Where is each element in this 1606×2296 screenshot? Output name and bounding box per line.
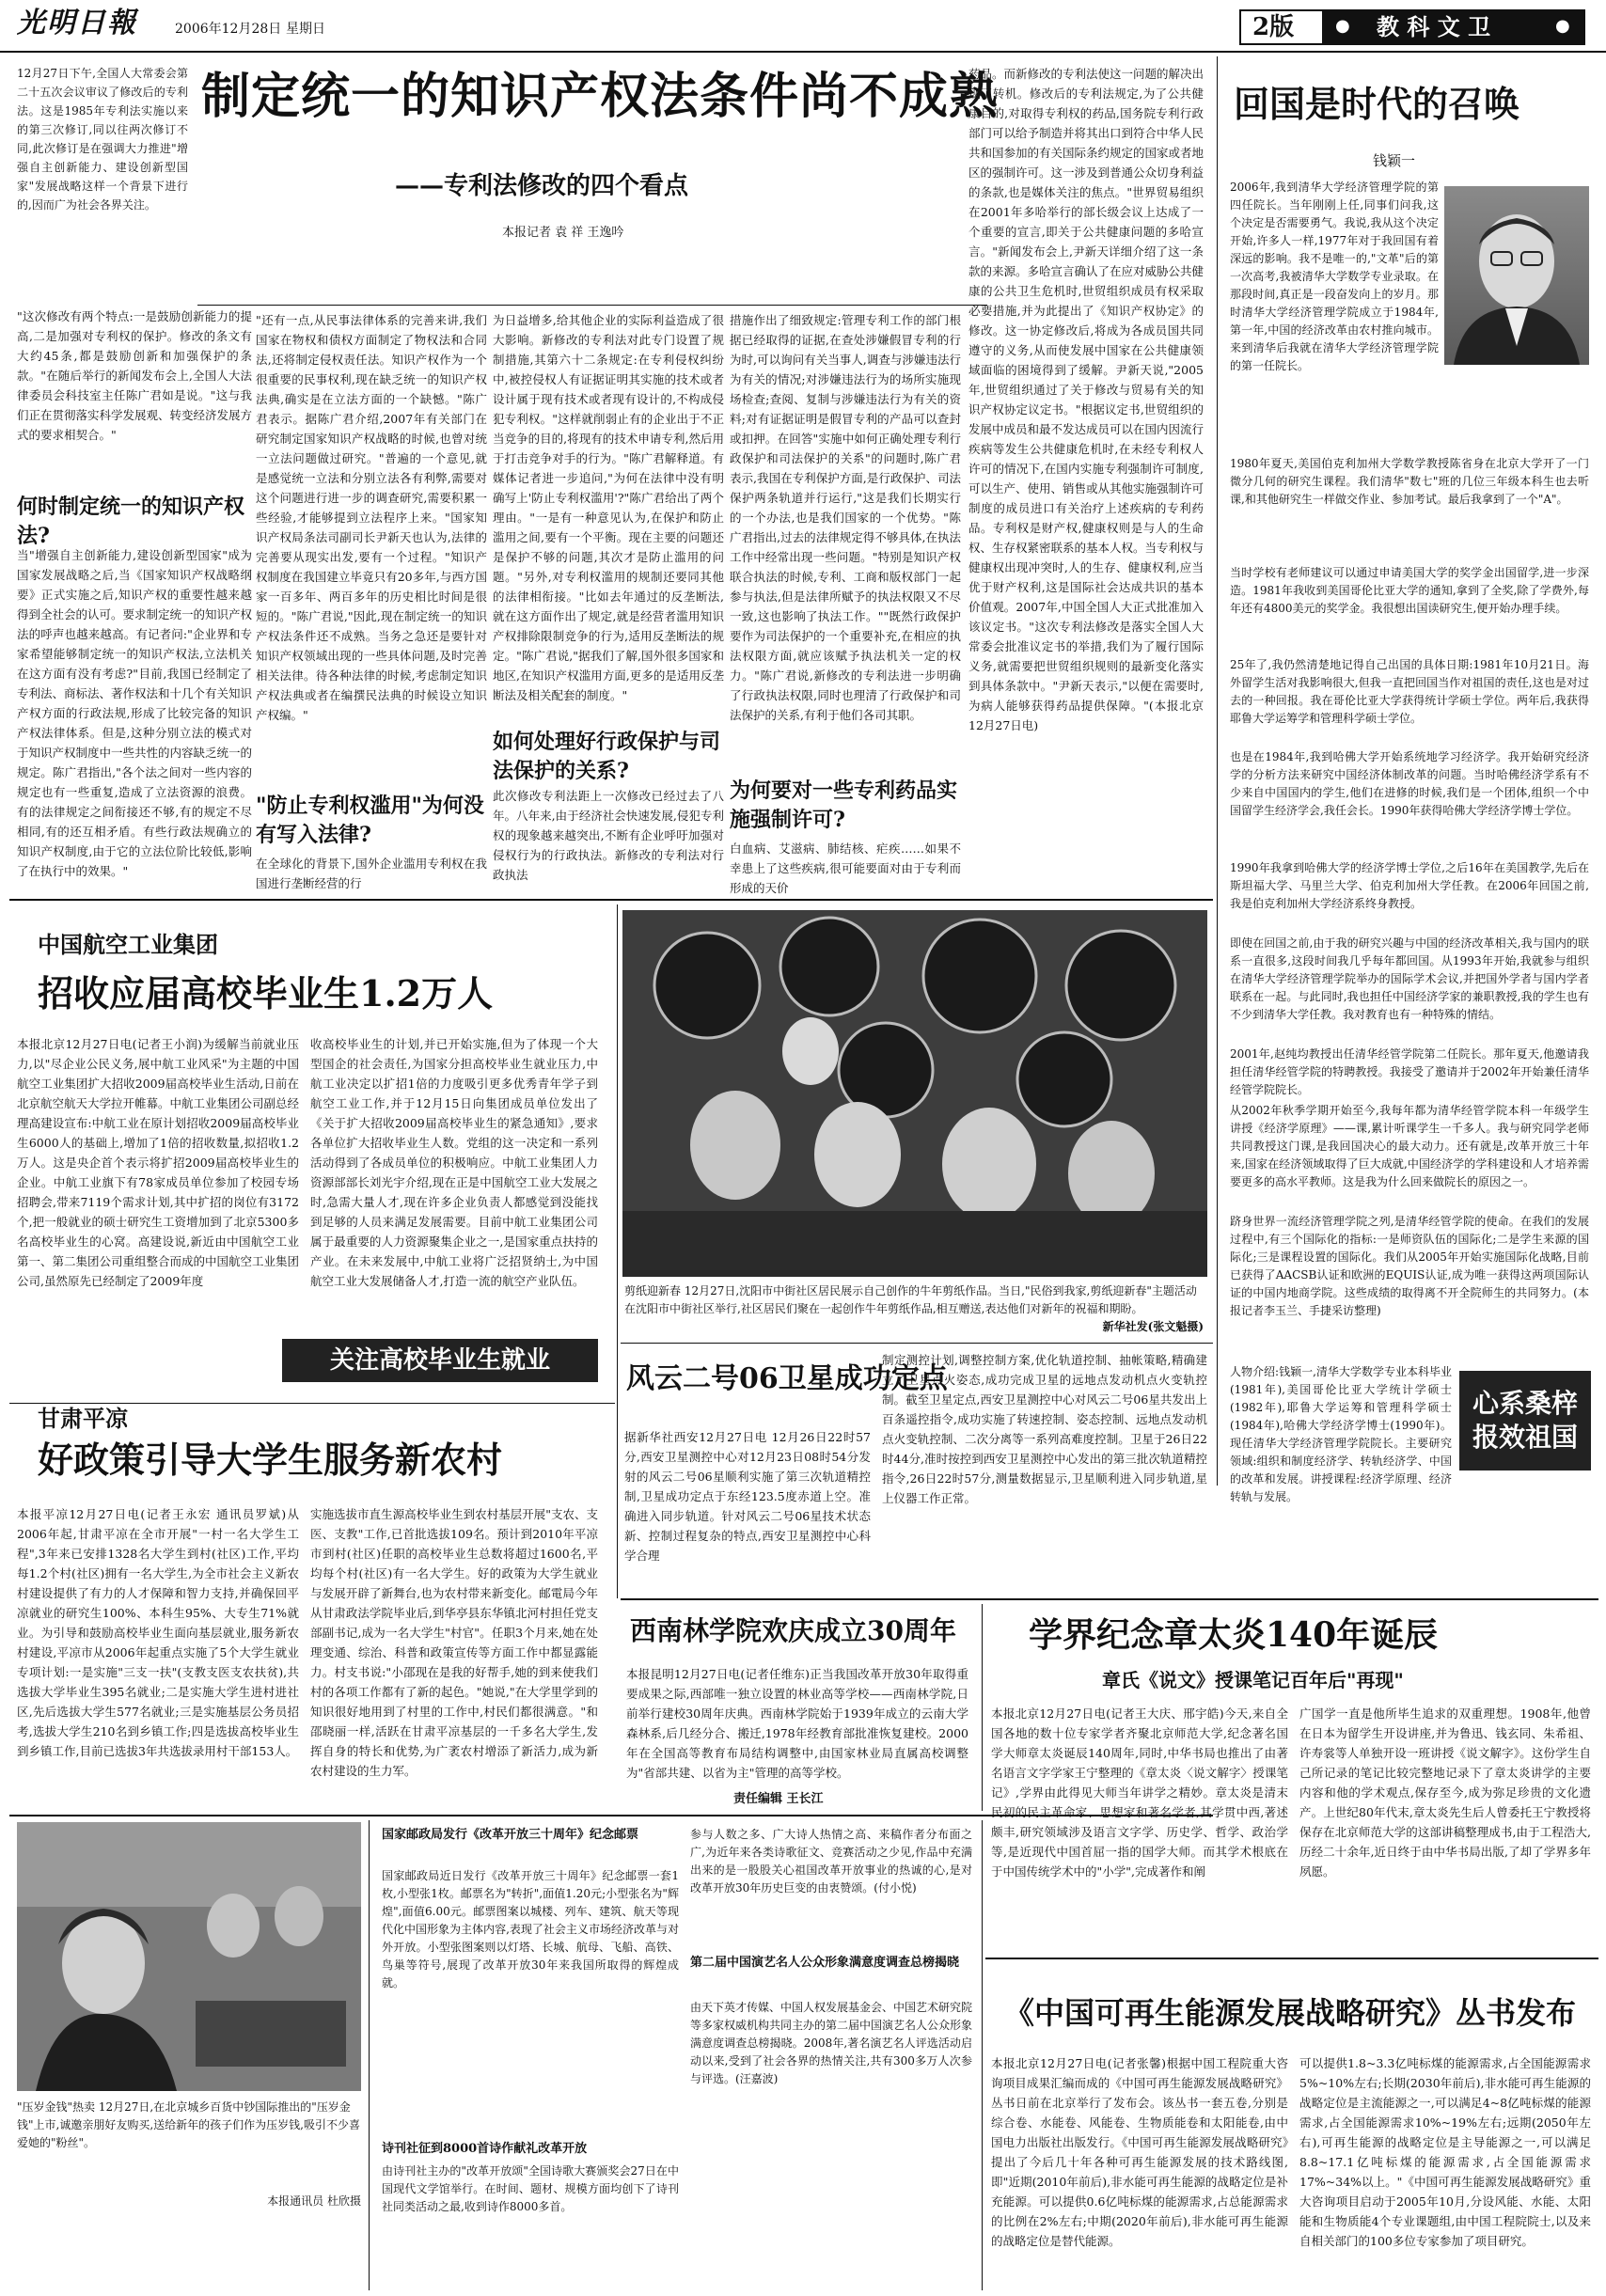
lead-title: 制定统一的知识产权法条件尚不成熟 (201, 68, 1000, 125)
papercut-credit: 新华社发(张文魁摄) (1102, 1320, 1204, 1333)
page-number: 2版 (1252, 13, 1295, 41)
papercut-photo (622, 910, 1207, 1277)
lead-bottom-rule (9, 899, 1213, 901)
essay-author: 钱颖一 (1373, 152, 1416, 169)
lead-title-underline (197, 305, 987, 306)
satellite-left-rule (617, 904, 618, 1598)
lead-col4b: 白血病、艾滋病、肺结核、疟疾……如果不幸患上了这些疾病,很可能要面对由于专利而形成的天价 (730, 841, 961, 895)
forestry-article (621, 1604, 974, 1813)
portrait-photo (1444, 186, 1589, 365)
forestry-body: 本报昆明12月27日电(记者任维东)正当我国改革开放30年取得重要成果之际,西部唯一独立设置的林业高等学校——西南林学院,日前举行建校30周年庆典。西南林学院始于1939年成立的云南大学森林系,后几经分合、搬迁,1978年经教育部批准恢复建校。2000年在全国高等教育布局结构调整中,由国家林业局直属高校调整为"省部共建、以省为主"管理的高等学校。 (626, 1667, 968, 1780)
aviation-col2: 收高校毕业生的计划,并已开始实施,但为了体现一个大型国企的社会责任,为国家分担高校毕业生就业压力,中航工业决定以扩招1倍的力度吸引更多优秀青年学子到航空工业工作,并于12月15日向集团成员单位发出了《关于扩大招收2009届高校毕业生的紧急通知》,要求各单位扩大招收毕业生人数。党组的这一决定和一系列活动得到了各成员单位的积极响应。中航工业集团人力资源部部长刘光宇介绍,现在正是中国航空工业大发展之时,急需大量人才,现在许多企业负责人都感觉到没能找到足够的人员来满足发展需要。目前中航工业集团公司属于最重要的人力资源聚集企业之一,是国家重点扶持的产业。在未来发展中,中航工业将广泛招贤纳士,为中国航空工业大发展储备人才,打造一流的航空产业队伍。 (310, 1037, 598, 1288)
essay-para3: 当时学校有老师建议可以通过申请美国大学的奖学金出国留学,进一步深造。1981年我收到美国哥伦比亚大学的通知,拿到了全奖,除了学费外,每年还有4800美元的奖学金。我很想出国读研究生,便开始办理手续。 (1230, 566, 1589, 615)
papercut-caption: 剪纸迎新春 12月27日,沈阳市中街社区居民展示自己创作的牛年剪纸作品。当日,"民俗到我家,剪纸迎新春"主题活动在沈阳市中街社区举行,社区居民们聚在一起创作牛年剪纸作品,相互赠送,表达他们对新年的祝福和期盼。 (624, 1284, 1197, 1315)
lead-col4: 措施作出了细致规定:管理专利工作的部门根据已经取得的证据,在查处涉嫌假冒专利的行为时,可以询问有关当事人,调查与涉嫌违法行为有关的情况;对涉嫌违法行为的场所实施现场检查;查阅、复制与涉嫌违法行为有关的资料;对有证据证明是假冒专利的产品可以查封或扣押。在回答"实施中如何正确处理专利行政保护和司法保护的关系"的问题时,陈广君表示,我国在专利保护方面,是行政保护、司法保护两条轨道并行运行,"这是我们长期实行的一个办法,也是我们国家的一个优势。"陈广君指出,过去的法律规定得不够具体,在执法工作中经常出现一些问题。"特别是知识产权联合执法的时候,专利、工商和版权部门一起参与执法,但是法律所赋予的执法权限又不尽一致,这也影响了执法工作。""既然行政保护要作为司法保护的一个重要补充,在相应的执法权限方面,就应该赋予执法机关一定的权力。"陈广君说,新修改的专利法进一步明确了行政执法权限,同时也理清了行政保护和司法保护的关系,有利于他们各司其职。 (730, 313, 961, 722)
essay-para10: 跻身世界一流经济管理学院之列,是清华经管学院的使命。在我们的发展过程中,有三个国际化的指标:一是师资队伍的国际化;二是学生来源的国际化;三是课程设置的国际化。我们从2005年开始实施国际化战略,目前已获得了AACSB认证和欧洲的EQUIS认证,成为唯一获得这两项国际认证的中国内地商学院。这些成绩的取得离不开全院师生的共同努力。(本报记者李玉兰、手捷采访整理) (1230, 1215, 1589, 1317)
zhangtaiyan-col1: 本报北京12月27日电(记者王大庆、邢宇皓)今天,来自全国各地的数十位专家学者齐聚北京师范大学,纪念著名国学大师章太炎诞辰140周年,同时,中华书局也推出了由著名语言文字学家王宁整理的《章太炎〈说文解字〉授课笔记》,学界由此得见大师当年讲学之精妙。章太炎是清末民初的民主革命家、思想家和著名学者,其学贯中西,著述颇丰,研究领域涉及语言文字学、历史学、哲学、政治学等,是近现代中国首屈一指的国学大师。而其学术根底在于中国传统学术中的"小学",完成著作和阐 (991, 1706, 1288, 1879)
section-name: 教 科 文 卫 (1377, 13, 1491, 40)
lead-col1: "这次修改有两个特点:一是鼓励创新能力的提高,二是加强对专利权的保护。修改的条文有大约45条,都是鼓励创新和加强保护的条款。"在随后举行的新闻发布会上,全国人大法律委员会科技室主任陈广君如是说。"这与我们正在贯彻落实科学发展观、转变经济发展方式的要求相契合。" (17, 309, 253, 442)
essay-badge-text: 心系桑梓 报效祖国 (1472, 1387, 1578, 1453)
energy-col2: 可以提供1.8~3.3亿吨标煤的能源需求,占全国能源需求5%~10%左右;长期(2030年前后),非水能可再生能源的战略定位是主流能源之一,可以满足4~8亿吨标煤的能源需求,占全国能源需求10%~19%左右;远期(2050年左右),可再生能源的战略定位是主导能源之一,可以满足8.8~17.1亿吨标煤的能源需求,占全国能源需求17%~34%以上。"《中国可再生能源发展战略研究》重大咨询项目启动于2005年10月,分设风能、水能、太阳能和生物质能4个专业课题组,由中国工程院院士,以及来自相关部门的100多位专家参加了项目研究。 (1299, 2056, 1591, 2248)
energy-article (985, 1963, 1598, 2292)
stamps-headline: 国家邮政局发行《改革开放三十周年》纪念邮票 (382, 1828, 639, 1842)
poetry-para-cont: 参与人数之多、广大诗人热情之高、来稿作者分布面之广,为近年来各类诗歌征文、竞赛活动之少见,作品中充满出来的是一股股关心祖国改革开放事业的热诚的心,是对改革开放30年历史巨变的由衷赞颂。(付小悦) (690, 1828, 972, 1895)
section-bullet-left-icon: ● (1335, 16, 1350, 36)
gansu-col1: 本报平凉12月27日电(记者王永宏 通讯员罗斌)从2006年起,甘肃平凉在全市开展"一村一名大学生工程",3年来已安排1328名大学生到村(社区)工作,平均每1.2个村(社区)拥有一名大学生,为全市社会主义新农村建设提供了有力的人才保障和智力支持,并确保回平凉就业的研究生100%、本科生95%、大专生71%就业。为引导和鼓励高校毕业生面向基层就业,服务新农村建设,平凉市从2006年起重点实施了5个大学生就业专项计划:一是实施"三支一扶"(支教支医支农扶贫),共选拔大学毕业生395名就业;二是实施大学生进村进社区,先后选拔大学生577名就业;三是实施基层公务员招考,选拔大学生210名到乡镇工作;四是选拔高校毕业生到乡镇工作,目前已选拔3年共选拔录用村干部153人。 (17, 1507, 299, 1758)
lead-sub1: 何时制定统一的知识产权法? (17, 495, 245, 548)
portrait-illustration (1444, 186, 1589, 365)
section-label-box (1322, 11, 1583, 43)
essay-para5: 也是在1984年,我到哈佛大学开始系统地学习经济学。我开始研究经济学的分析方法来研究中国经济体制改革的问题。当时哈佛经济学系有不少来自中国国内的学生,他们在进修的时候,我们是一个团体,组织一个中国留学生经济学会,我任会长。1990年获得哈佛大学经济学博士学位。 (1230, 750, 1589, 817)
essay-para9: 从2002年秋季学期开始至今,我每年都为清华经管学院本科一年级学生讲授《经济学原理》——课,累计听课学生一千多人。我与研究同学老师共同教授这门课,是我回国决心的最大动力。还有就是,改革开放三十年来,国家在经济领域取得了巨大成就,中国经济学的学科建设和人才培养需要更多的高水平教师。这是我为什么回来做院长的原因之一。 (1230, 1104, 1589, 1188)
golden-money-photo (17, 1822, 361, 2091)
paper-name: 光明日報 (17, 7, 137, 39)
poetry-para: 由诗刊社主办的"改革开放颂"全国诗歌大赛颁奖会27日在中国现代文学馆举行。在时间、题材、规模方面均创下了诗刊社同类活动之最,收到诗作8000多首。 (382, 2164, 679, 2213)
zhangtaiyan-article (985, 1604, 1598, 1956)
papercut-photo-illustration (622, 910, 1207, 1277)
lead-sub3: 如何处理好行政保护与司法保护的关系? (493, 730, 721, 783)
forestry-editor: 责任编辑 王长江 (733, 1792, 824, 1806)
satellite-col2: 制定测控计划,调整控制方案,优化轨道控制、抽帐策略,精确建立了卫星点火姿态,成功完成卫星的远地点发动机点火变轨控制。截至卫星定点,西安卫星测控中心对风云二号06星共发出上百条遥控指令,成功实施了转速控制、姿态控制、远地点发动机点火变轨控制、二次分离等一系列高难度控制。卫星于26日22时44分,准时按控到西安卫星测控中心发出的第三批次轨道精控指令,26日22时57分,测量数据显示,卫星顺利进入同步轨道,星上仪器工作正常。 (882, 1353, 1207, 1505)
aviation-article (0, 904, 611, 1401)
zhangtaiyan-title: 学界纪念章太炎140年诞辰 (1029, 1615, 1439, 1655)
lead-col2b: 在全球化的背景下,国外企业滥用专利权在我国进行垄断经营的行 (256, 857, 487, 890)
aviation-title: 招收应届高校毕业生1.2万人 (38, 972, 494, 1014)
lead-col1b: 当"增强自主创新能力,建设创新型国家"成为国家发展战略之后,当《国家知识产权战略纲要》正式实施之后,知识产权的重要性越来越得到全社会的认可。要求制定统一的知识产权法的呼声也越来越高。有记者问:"企业界和专家希望能够制定统一的知识产权法,立法机关在这方面有没有考虑?"目前,我国已经制定了专利法、商标法、著作权法和十几个有关知识产权方面的行政法规,形成了比较完备的知识产权法律体系。但是,这种分别立法的模式对于知识产权制度中一些共性的内容缺乏统一的规定。陈广君指出,"各个法之间对一些内容的规定也有一些重复,造成了立法资源的浪费。有的法律规定之间衔接还不够,有的规定不尽相同,有的还互相矛盾。有些行政法规确立的知识产权制度,由于它的立法位阶比较低,影响了在执行中的效果。" (17, 548, 253, 878)
essay-para7: 即使在回国之前,由于我的研究兴趣与中国的经济改革相关,我与国内的联系一直很多,这段时间我几乎每年都回国。从1993年开始,我就参与组织在清华大学经济管理学院举办的国际学术会议,并把国外学者与国内学者联系在一起。与此同时,我也担任中国经济学家的兼职教授,我的学生也有不少到清华大学任教。我对教育也有一种特殊的情结。 (1230, 936, 1589, 1021)
aviation-kicker: 中国航空工业集团 (38, 931, 218, 958)
essay-para1: 2006年,我到清华大学经济管理学院的第四任院长。当年刚刚上任,同事们问我,这个决定是否需要勇气。我说,我从这个决定开始,许多人一样,1977年对于我回国有着深远的影响。我不是唯一的,"文革"后的第一次高考,我被清华大学数学专业录取。在那段时间,真正是一段奋发向上的岁月。那时清华大学经济管理学院成立于1984年,第一年,中国的经济改革由农村推向城市。来到清华后我就在清华大学经济管理学院的第一任院长。 (1230, 181, 1439, 372)
lead-right-rule (1217, 56, 1218, 1486)
satellite-title: 风云二号06卫星成功定点 (626, 1362, 948, 1395)
golden-money-photo-illustration (17, 1822, 361, 2091)
lead-sub4: 为何要对一些专利药品实施强制许可? (730, 778, 958, 832)
forestry-title: 西南林学院欢庆成立30周年 (630, 1615, 956, 1646)
essay-badge (1459, 1371, 1591, 1470)
essay-para4: 25年了,我仍然清楚地记得自己出国的具体日期:1981年10月21日。海外留学生活对我影响很大,但我一直把回国当作对祖国的责任,这也是对过去的一种回报。我在哥伦比亚大学获得统计学硕士学位。两年后,我获得耶鲁大学运筹学和管理科学硕士学位。 (1230, 658, 1589, 725)
satellite-col1: 据新华社西安12月27日电 12月26日22时57分,西安卫星测控中心对12月23日08时54分发射的风云二号06星顺利实施了第三次轨道精控制,卫星成功定点于东经123.5度赤道上空。准确进入同步轨道。针对风云二号06星技术状态新、控制过程复杂的特点,西安卫星测控中心科学合理 (624, 1430, 871, 1563)
zhangtaiyan-col2: 广国学一直是他所毕生追求的双重理想。1908年,他曾在日本为留学生开设讲座,并为鲁迅、钱玄同、朱希祖、许寿裳等人单独开设一班讲授《说文解字》。这份学生自己所记录的笔记比较完整地记录下了章太炎讲学的主要内容和他的学术观点,保存至今,成为弥足珍贵的文化遗产。上世纪80年代末,章太炎先生后人曾委托王宁教授将保存在北京师范大学的这部讲稿整理成书,由于工程浩大,历经二十余年,近日终于由中华书局出版,了却了学界多年夙愿。 (1299, 1706, 1591, 1879)
aviation-col1: 本报北京12月27日电(记者王小润)为缓解当前就业压力,以"尽企业公民义务,展中航工业风采"为主题的中国航空工业集团扩大招收2009届高校毕业生活动,日前在北京航空航天大学拉开帷幕。中航工业集团公司副总经理高建设宣布:中航工业在原计划招收2009届高校毕业生6000人的基础上,增加了1倍的招收数量,拟招收1.2万人。这是央企首个表示将扩招2009届高校毕业生的企业。中航工业旗下有78家成员单位参加了校园专场招聘会,带来7119个需求计划,其中扩招的岗位有3172个,把一般就业的硕士研究生工资增加到了北京5300多名高校毕业生的心窝。高建设说,新近由中国航空工业第一、第二集团公司重组整合而成的中国航空工业集团公司,虽然原先已经制定了2009年度 (17, 1037, 300, 1288)
briefs-right-rule (982, 1820, 983, 2290)
gansu-kicker: 甘肃平凉 (38, 1405, 128, 1432)
essay-bio: 人物介绍:钱颖一,清华大学数学专业本科毕业(1981年),美国哥伦比亚大学统计学硕士(1982年),耶鲁大学运筹和管理科学硕士(1984年),哈佛大学经济学博士(1990年)。现任清华大学经济管理学院院长。主要研究领域:组织和制度经济学、转轨经济学、中国的改革和发展。讲授课程:经济学原理、经济转轨与发展。 (1230, 1365, 1452, 1503)
photo1-bottom-rule (621, 1343, 1213, 1344)
gansu-col2: 实施选拔市直生源高校毕业生到农村基层开展"支农、支医、支教"工作,已首批选拔109名。预计到2010年平凉市到村(社区)任职的高校毕业生总数将超过1600名,平均每个村(社区)有一名大学生。好的政策为大学生就业与发展开辟了新舞台,也为农村带来新变化。邮電局今年从甘肃政法学院毕业后,到华亭县东华镇北河村担任党支部副书记,成为一名大学生"村官"。任职3个月来,她在处理变通、综治、科普和政策宣传等方面工作中都显露能力。村支书说:"小邵现在是我的好帮手,她的到来使我们村的各项工作都有了新的起色。"她说,"在大学里学到的知识很好地用到了村里的工作中,村民们都很满意。"和邵晓丽一样,活跃在甘肃平凉基层的一千多名大学生,发挥自身的特长和优势,为广袤农村增添了新活力,成为新农村建设的生力军。 (310, 1507, 598, 1778)
section-divider-rule (621, 1598, 1598, 1600)
issue-date: 2006年12月28日 (175, 22, 282, 37)
aviation-bottom-rule (9, 1403, 615, 1404)
poetry-headline: 诗刊社征到8000首诗作献礼改革开放 (382, 2142, 588, 2156)
lead-col3b: 此次修改专利法距上一次修改已经过去了八年。八年来,由于经济社会快速发展,侵犯专利权的现象越来越突出,不断有企业呼吁加强对侵权行为的行政执法。新修改的专利法对行政执法 (493, 789, 724, 882)
zhangtaiyan-bottom-rule (985, 1958, 1598, 1959)
stamps-para1: 国家邮政局近日发行《改革开放三十周年》纪念邮票一套1枚,小型张1枚。邮票名为"转折",面值1.20元;小型张名为"辉煌",面值6.00元。邮票图案以城楼、列车、建筑、航天等现代化中国形象为主体内容,表现了社会主义市场经济改革与对外开放。小型张图案则以灯塔、长城、航母、飞船、高铁、鸟巢等符号,展现了改革开放30年来我国所取得的辉煌成就。 (382, 1869, 679, 1989)
lead-sub2: "防止专利权滥用"为何没有写入法律? (256, 794, 484, 847)
essay-para2: 1980年夏天,美国伯克利加州大学数学教授陈省身在北京大学开了一门微分几何的研究生课程。我们清华"数七"班的几位三年级本科生也去听课,和其他研究生一样做交作业、参加考试。最后我拿到了一个"A"。 (1230, 457, 1589, 506)
celebrity-para: 由天下英才传媒、中国人权发展基金会、中国艺术研究院等多家权威机构共同主办的第二届中国演艺名人公众形象满意度调查总榜揭晓。2008年,著名演艺名人评选活动启动以来,受到了社会各界的热情关注,共有300多万人次参与评选。(汪嘉波) (690, 2001, 973, 2085)
forestry-right-rule (982, 1604, 983, 1811)
issue-weekday: 星期日 (286, 22, 325, 37)
celebrity-headline: 第二届中国演艺名人公众形象满意度调查总榜揭晓 (690, 1956, 960, 1970)
essay-para8: 2001年,赵纯均教授出任清华经管学院第二任院长。那年夏天,他邀请我担任清华经管学院的特聘教授。我接受了邀请并于2002年开始兼任清华经管学院院长。 (1230, 1047, 1589, 1096)
gansu-article (0, 1407, 611, 1813)
essay-title: 回国是时代的召唤 (1234, 83, 1520, 125)
lead-byline: 本报记者 袁 祥 王逸吟 (502, 226, 624, 240)
golden-money-caption: "压岁金钱"热卖 12月27日,在北京城乡百货中钞国际推出的"压岁金钱"上市,诚邀亲朋好友购买,送给新年的孩子们作为压岁钱,吸引不少喜爱她的"粉丝"。 (17, 2100, 360, 2149)
satellite-article (621, 1345, 1213, 1589)
lead-article (0, 56, 1213, 903)
masthead-rule (0, 51, 1606, 53)
photo2-right-rule (369, 1820, 370, 2290)
lead-subtitle: ——专利法修改的四个看点 (395, 172, 689, 200)
energy-title: 《中国可再生能源发展战略研究》丛书发布 (1004, 1995, 1577, 2031)
lead-intro: 12月27日下午,全国人大常委会第二十五次会议审议了修改后的专利法。这是1985年专利法实施以来的第三次修订,同以往两次修订不同,此次修订是在强调大力推进"增强自主创新能力、建设创新型国家"发展战略这样一个背景下进行的,因而广为社会各界关注。 (17, 67, 188, 212)
aviation-banner (282, 1339, 598, 1382)
lead-col5: 药品。而新修改的专利法使这一问题的解决出现了转机。修改后的专利法规定,为了公共健康目的,对取得专利权的药品,国务院专利行政部门可以给予制造并将其出口到符合中华人民共和国参加的有关国际条约规定的国家或者地区的强制许可。这一涉及到普通公众切身利益的条款,也是媒体关注的焦点。"世界贸易组织在2001年多哈举行的部长级会议上达成了一个重要的宣言,即关于公共健康问题的多哈宣言。"新闻发布会上,尹新天详细介绍了这一条款的来源。多哈宣言确认了在应对威胁公共健康的公共卫生危机时,世贸组织成员有权采取必要措施,并为此提出了《知识产权协定》的修改。这一协定修改后,将成为各成员国共同遵守的义务,从而使发展中国家在公共健康领域面临的困境得到了缓解。尹新天说,"2005年,世贸组织通过了关于修改与贸易有关的知识产权协定议定书。"根据议定书,世贸组织的发展中成员和最不发达成员可以在国内因流行疾病等发生公共健康危机时,在未经专利权人许可的情况下,在国内实施专利强制许可制度,可以生产、使用、销售或从其他实施强制许可制度的成员进口有关治疗上述疾病的专利药品。专利权是财产权,健康权则是与人的生命权、生存权紧密联系的基本人权。当专利权与健康权出现冲突时,人的生存、健康权利,应当优于财产权利,这是国际社会达成共识的基本价值观。2007年,中国全国人大正式批准加入该议定书。"这次专利法修改是落实全国人大常委会批准议定书的举措,我们为了履行国际义务,就需要把世贸组织规则的最新变化落实到具体条款中。"尹新天表示,"以便在需要时,为病人能够获得药品提供保障。"(本报北京12月27日电) (968, 67, 1204, 732)
lead-col3: 为日益增多,给其他企业的实际利益造成了很大影响。新修改的专利法对此专门设置了规制措施,其第六十二条规定:在专利侵权纠纷中,被控侵权人有证据证明其实施的技术或者设计属于现有技术或者现有设计的,不构成侵犯专利权。"这样就削弱止有的企业出于不正当竞争的目的,将现有的技术申请专利,然后用于打击竞争对手的行为。"陈广君解释道。有媒体记者进一步追问,"为何在法律中没有明确写上'防止专利权滥用'?"陈广君给出了两个理由。"一是有一种意见认为,在保护和防止滥用之间,要有一个平衡。现在主要的问题还是保护不够的问题,其次才是防止滥用的问题。"另外,对专利权滥用的规制还要同其他的法律相衔接。"比如去年通过的反垄断法,就在这方面作出了规定,就是经营者滥用知识产权排除限制竞争的行为,适用反垄断法的规定。"陈广君说,"据我们了解,国外很多国家和地区,在知识产权滥用方面,更多的是适用反垄断法及相关配套的制度。" (493, 313, 724, 702)
page-number-box (1239, 9, 1585, 45)
zhangtaiyan-subtitle: 章氏《说文》授课笔记百年后"再现" (1102, 1669, 1404, 1691)
aviation-banner-text: 关注高校毕业生就业 (329, 1345, 550, 1375)
section-bullet-right-icon: ● (1555, 16, 1570, 36)
lead-col2: "还有一点,从民事法律体系的完善来讲,我们国家在物权和债权方面制定了物权法和合同法,还将制定侵权责任法。知识产权作为一个很重要的民事权利,现在缺乏统一的知识产权法典,确实是在立法方面的一个缺憾。"陈广君表示。据陈广君介绍,2007年有关部门在研究制定国家知识产权战略的时候,也曾对统一立法问题做过研究。"普遍的一个意见,就是感觉统一立法和分别立法各有利弊,需要对这个问题进行进一步的调查研究,需要积累一些经验,才能够提到立法程序上来。"国家知识产权局条法司副司长尹新天也认为,法律的完善要从现实出发,要有一个过程。"知识产权制度在我国建立毕竟只有20多年,与西方国家一百多年、两百多年的历史相比时间是很短的。"陈广君说,"因此,现在制定统一的知识产权法条件还不成熟。当务之急还是要针对知识产权领域出现的一些具体问题,及时完善相关法律。待各种法律的时候,考虑制定知识产权法典或者在编撰民法典的时候设立知识产权编。" (256, 313, 487, 722)
briefs-article (376, 1820, 978, 2290)
gansu-title: 好政策引导大学生服务新农村 (38, 1439, 503, 1481)
golden-money-credit: 本报通讯员 杜欣摄 (267, 2194, 361, 2208)
essay-para6: 1990年我拿到哈佛大学的经济学博士学位,之后16年在美国教学,先后在斯坦福大学、马里兰大学、伯克利加州大学任教。在2006年回国之前,我是伯克利加州大学经济系终身教授。 (1230, 861, 1589, 910)
masthead (0, 0, 1606, 51)
energy-col1: 本报北京12月27日电(记者张馨)根据中国工程院重大咨询项目成果汇编而成的《中国可再生能源发展战略研究》丛书日前在北京举行了发布会。该丛书一套五卷,分别是综合卷、水能卷、风能卷、生物质能卷和太阳能卷,由中国电力出版社出版发行。《中国可再生能源发展战略研究》提出了今后几十年各种可再生能源发展的技术路线图,即"近期(2010年前后),非水能可再生能源的战略定位是补充能源。可以提供0.6亿吨标煤的能源需求,占总能源需求的比例在2%左右;中期(2020年前后),非水能可再生能源的战略定位是替代能源。 (991, 2056, 1288, 2248)
essay-article (1222, 56, 1598, 1503)
